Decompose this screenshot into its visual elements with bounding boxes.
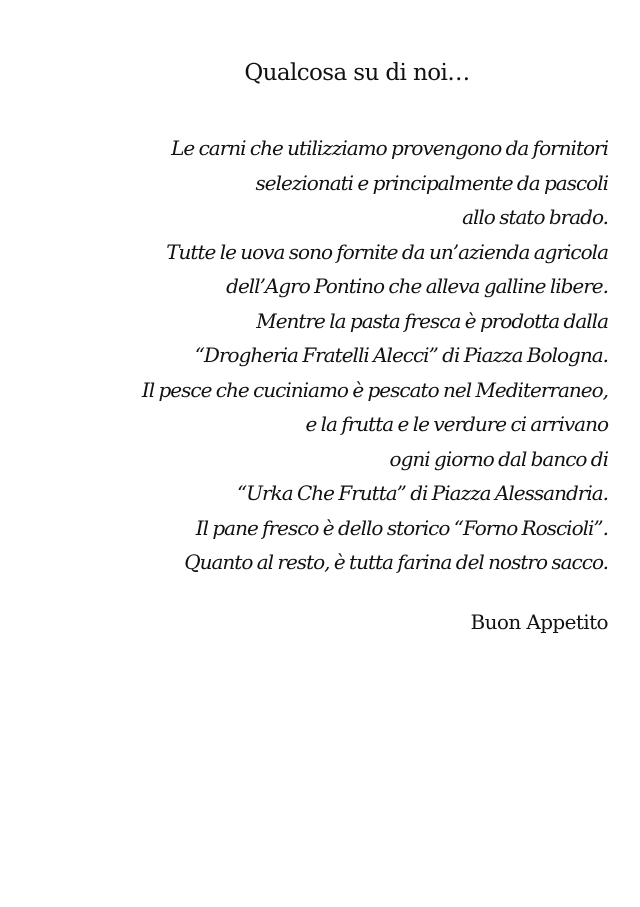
signoff: Buon Appetito bbox=[470, 610, 608, 634]
text-line: allo stato brado. bbox=[462, 205, 608, 229]
text-line: Il pane fresco è dello storico “Forno Roscioli”. bbox=[195, 515, 608, 540]
text-line: Tutte le uova sono fornite da un’azienda agricola bbox=[166, 239, 608, 264]
page-title: Qualcosa su di noi… bbox=[244, 60, 470, 86]
text-line: “Urka Che Frutta” di Piazza Alessandria. bbox=[236, 481, 608, 505]
text-line: selezionati e principalmente da pascoli bbox=[255, 170, 608, 195]
text-line: Le carni che utilizziamo provengono da fornitori bbox=[171, 136, 608, 160]
text-line: Quanto al resto, è tutta farina del nostro sacco. bbox=[184, 550, 608, 574]
about-text bbox=[48, 131, 608, 580]
text-line: Il pesce che cuciniamo è pescato nel Mediterraneo, bbox=[141, 377, 608, 402]
text-line: Mentre la pasta fresca è prodotta dalla bbox=[256, 308, 608, 333]
text-line: e la frutta e le verdure ci arrivano bbox=[305, 412, 608, 436]
text-line: “Drogheria Fratelli Alecci” di Piazza Bologna. bbox=[194, 343, 608, 367]
text-line: ogni giorno dal banco di bbox=[389, 446, 608, 471]
text-line: dell’Agro Pontino che alleva galline libere. bbox=[226, 274, 608, 298]
